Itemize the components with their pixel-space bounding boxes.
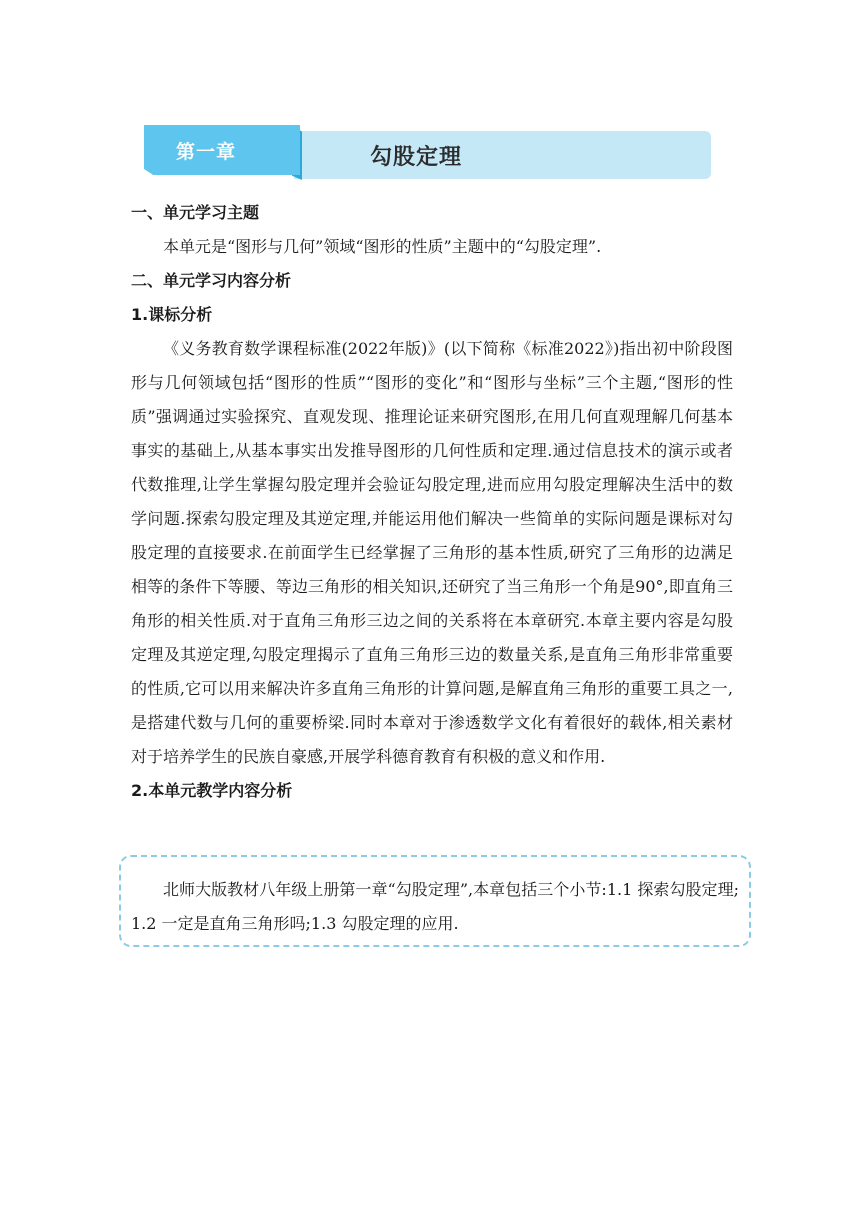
note-box-paragraph: 北师大版教材八年级上册第一章“勾股定理”,本章包括三个小节:1.1 探索勾股定理;1.2 一定是直角三角形吗;1.3 勾股定理的应用. — [131, 880, 739, 933]
subsection-paragraph-curriculum: 《义务教育数学课程标准(2022年版)》(以下简称《标准2022》)指出初中阶段图形与几何领域包括“图形的性质”“图形的变化”和“图形与坐标”三个主题,“图形的性质”强调通过实验探究、直观发现、推理论证来研究图形,在用几何直观理解几何基本事实的基础上,从基本事实出发推导图形的几何性质和定理.通过信息技术的演示或者代数推理,让学生掌握勾股定理并会验证勾股定理,进而应用勾股定理解决生活中的数学问题.探索勾股定理及其逆定理,并能运用他们解决一些简单的实际问题是课标对勾股定理的直接要求.在前面学生已经掌握了三角形的基本性质,研究了三角形的边满足相等的条件下等腰、等边三角形的相关知识,还研究了当三角形一个角是90°,即直角三角形的相关性质.对于直角三角形三边之间的关系将在本章研究.本章主要内容是勾股定理及其逆定理,勾股定理揭示了直角三角形三边的数量关系,是直角三角形非常重要的性质,它可以用来解决许多直角三角形的计算问题,是解直角三角形的重要工具之一,是搭建代数与几何的重要桥梁.同时本章对于渗透数学文化有着很好的载体,相关素材对于培养学生的民族自豪感,开展学科德育教育有积极的意义和作用. — [131, 339, 733, 766]
subsection-heading-curriculum: 1.课标分析 — [131, 305, 213, 324]
section-heading-analysis: 二、单元学习内容分析 — [131, 271, 292, 290]
chapter-banner — [144, 125, 711, 182]
subsection-heading-content: 2.本单元教学内容分析 — [131, 781, 293, 800]
chapter-title: 勾股定理 — [370, 145, 463, 170]
document-body — [131, 196, 733, 808]
content-note-box — [119, 855, 751, 947]
section-paragraph-theme: 本单元是“图形与几何”领域“图形的性质”主题中的“勾股定理”. — [163, 237, 602, 256]
chapter-label: 第一章 — [176, 141, 237, 163]
chapter-title-bar — [294, 131, 711, 179]
section-heading-theme: 一、单元学习主题 — [131, 203, 260, 222]
